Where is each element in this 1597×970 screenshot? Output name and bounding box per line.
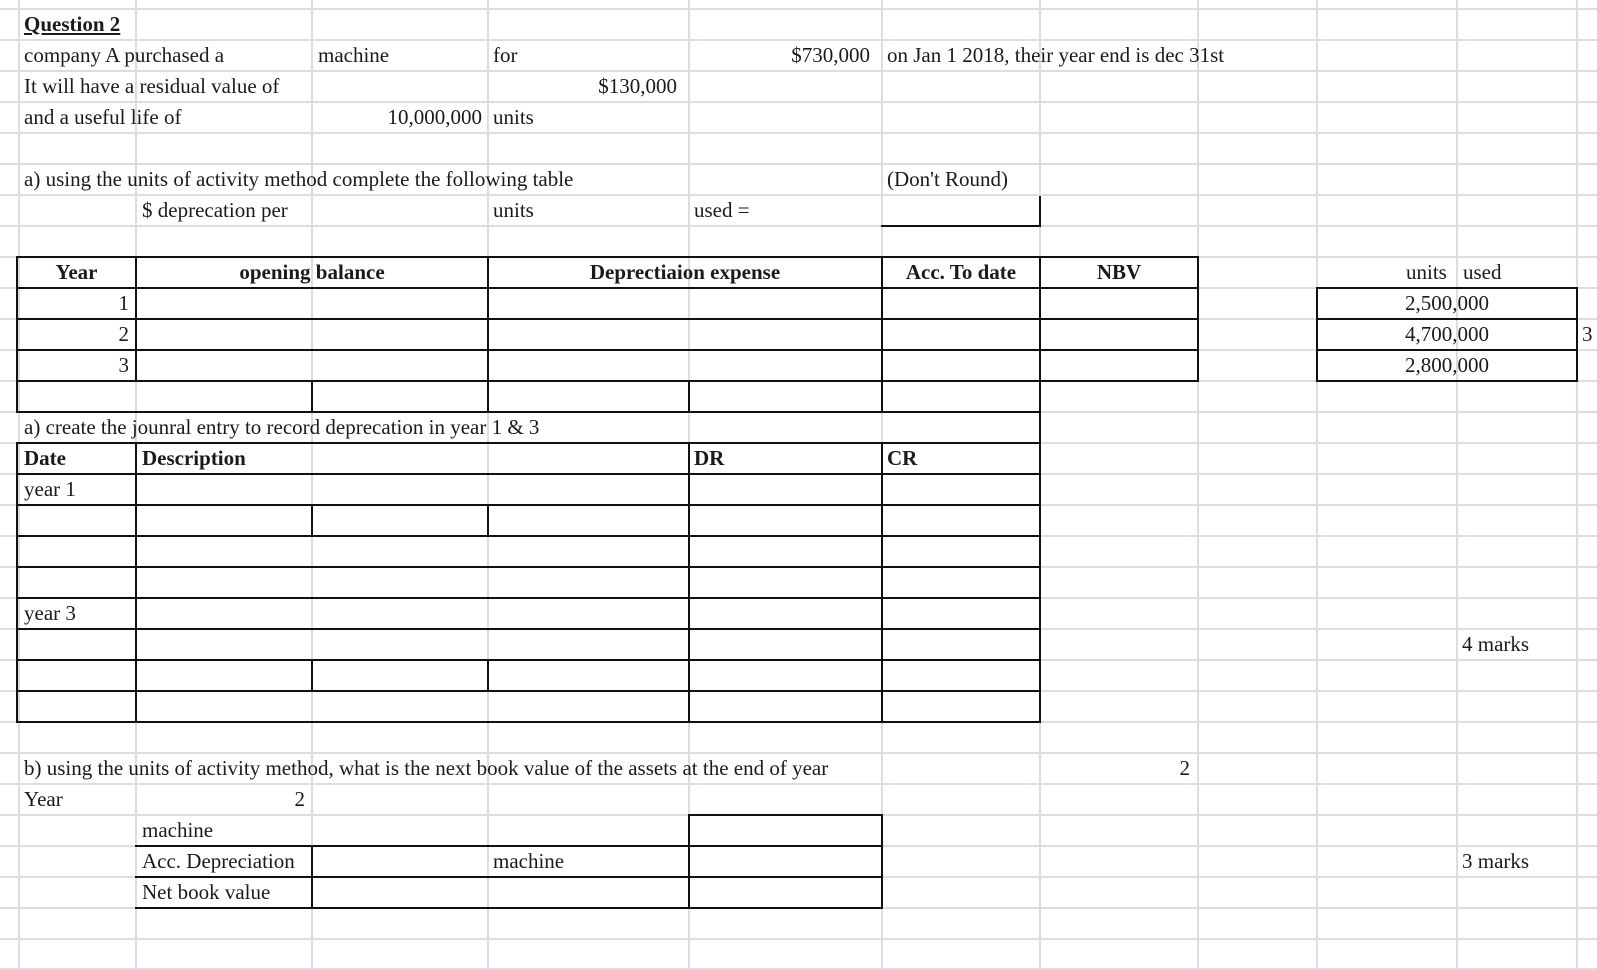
purchase-price: $730,000 xyxy=(791,43,870,67)
journal-date-year-3: year 3 xyxy=(24,601,76,625)
residual-label: It will have a residual value of xyxy=(24,74,280,98)
clipped-cell-text: 3 xyxy=(1582,322,1593,346)
residual-value: $130,000 xyxy=(598,74,677,98)
header-acc-to-date: Acc. To date xyxy=(905,260,1017,284)
units-used-value: 2,800,000 xyxy=(1405,353,1489,377)
rate-units-label: units xyxy=(493,198,534,222)
rate-answer-border xyxy=(1039,196,1041,227)
units-header: units xyxy=(1406,260,1447,284)
nbv-row-net-book-value: Net book value xyxy=(142,880,271,904)
part-b-year-label: Year xyxy=(24,787,63,811)
useful-life-value: 10,000,000 xyxy=(387,105,482,129)
header-nbv: NBV xyxy=(1096,260,1142,284)
dont-round-note: (Don't Round) xyxy=(887,167,1009,191)
units-used-value: 2,500,000 xyxy=(1405,291,1489,315)
used-header: used xyxy=(1463,260,1502,284)
nbv-machine-label: machine xyxy=(493,849,565,873)
header-dr: DR xyxy=(694,446,725,470)
rate-used-label: used = xyxy=(694,198,750,222)
nbv-row-machine: machine xyxy=(142,818,214,842)
purchase-date-text: on Jan 1 2018, their year end is dec 31st xyxy=(887,43,1225,67)
intro-text: company A purchased a xyxy=(24,43,225,67)
rate-label: $ deprecation per xyxy=(142,198,288,222)
units-used-value: 4,700,000 xyxy=(1405,322,1489,346)
part-b-marks: 3 marks xyxy=(1462,849,1530,873)
header-date: Date xyxy=(24,446,66,470)
header-description: Description xyxy=(142,446,246,470)
part-b-year-number: 2 xyxy=(294,787,305,811)
useful-life-label: and a useful life of xyxy=(24,105,182,129)
journal-marks: 4 marks xyxy=(1462,632,1530,656)
asset-name: machine xyxy=(318,43,390,67)
table-row-year: 2 xyxy=(118,322,129,346)
header-year: Year xyxy=(55,260,98,284)
rate-answer-underline xyxy=(881,225,1041,227)
header-cr: CR xyxy=(887,446,918,470)
useful-life-unit: units xyxy=(493,105,534,129)
part-b-instruction: b) using the units of activity method, what is the next book value of the assets at the end of year xyxy=(24,756,829,780)
nbv-row-acc-depreciation: Acc. Depreciation xyxy=(142,849,295,873)
rate-answer-cell[interactable] xyxy=(883,196,1040,226)
header-opening-balance: opening balance xyxy=(239,260,385,284)
part-a-instruction: a) using the units of activity method complete the following table xyxy=(24,167,574,191)
question-title: Question 2 xyxy=(24,12,121,36)
header-depreciation-expense: Deprectiaion expense xyxy=(589,260,781,284)
table-row-year: 3 xyxy=(118,353,129,377)
part-b-year-value: 2 xyxy=(1179,756,1190,780)
for-text: for xyxy=(493,43,518,67)
journal-instruction: a) create the jounral entry to record deprecation in year 1 & 3 xyxy=(24,415,540,439)
journal-date-year-1: year 1 xyxy=(24,477,76,501)
table-row-year: 1 xyxy=(118,291,129,315)
